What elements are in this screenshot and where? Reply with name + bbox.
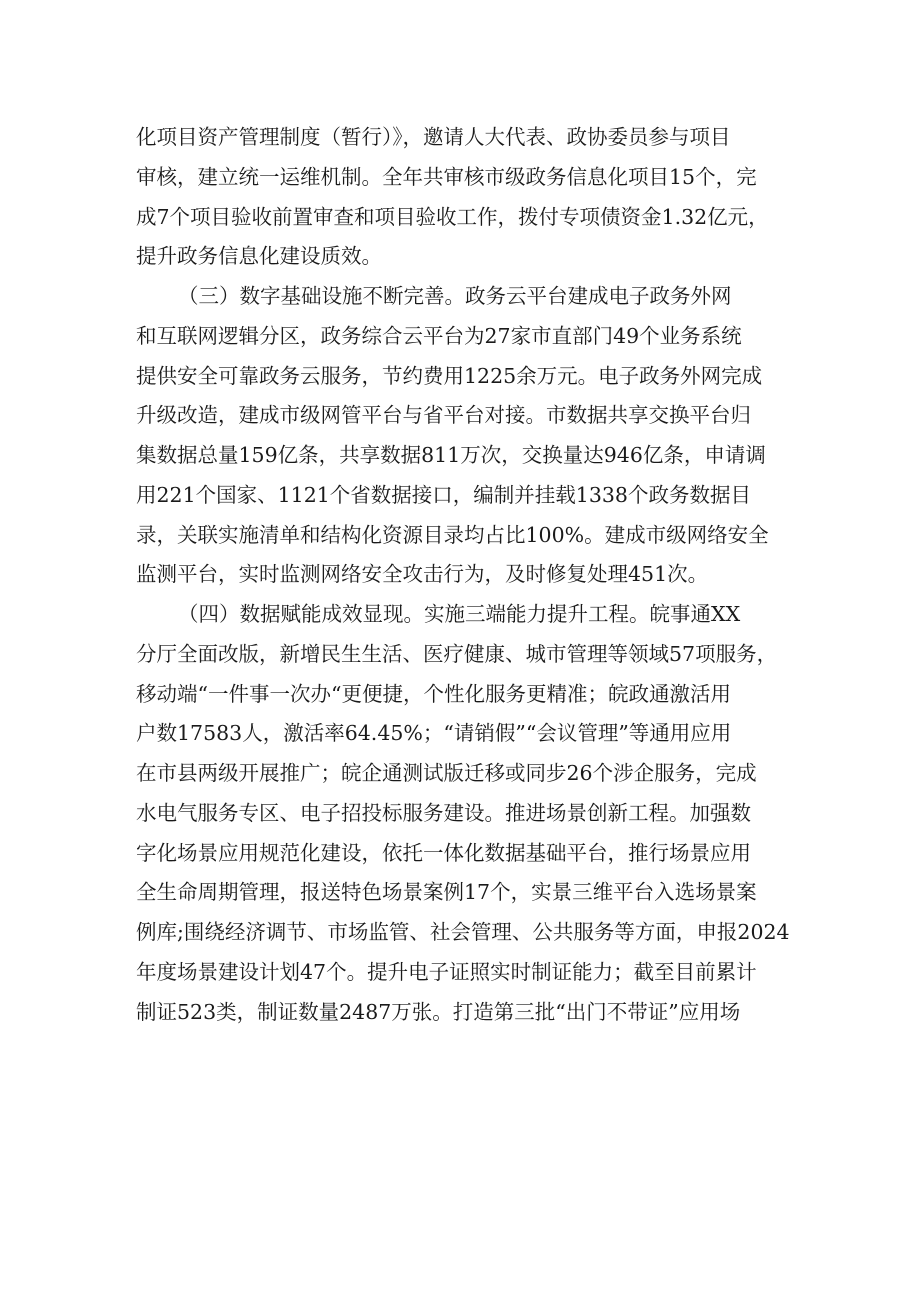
section-heading-line: （三）数字基础设施不断完善。政务云平台建成电子政务外网 <box>178 284 732 308</box>
line-text: 年度场景建设计划47个。提升电子证照实时制证能力；截至目前累计 <box>136 959 757 984</box>
text-line <box>136 198 790 238</box>
line-text: 提升政务信息化建设质效。 <box>136 244 382 269</box>
text-line <box>136 516 790 556</box>
text-line <box>136 754 790 794</box>
text-line <box>136 396 790 436</box>
text-line <box>136 317 790 357</box>
line-text: 水电气服务专区、电子招投标服务建设。推进场景创新工程。加强数 <box>136 800 751 825</box>
text-line <box>136 794 790 834</box>
text-line <box>136 675 790 715</box>
line-text: 移动端“一件事一次办“更便捷，个性化服务更精准；皖政通激活用 <box>136 681 731 706</box>
line-text: 用221个国家、1121个省数据接口，编制并挂载1338个政务数据目 <box>136 482 751 507</box>
text-line <box>136 436 790 476</box>
text-line <box>136 993 790 1033</box>
text-line <box>136 873 790 913</box>
line-text: 成7个项目验收前置审查和项目验收工作，拨付专项债资金1.32亿元， <box>136 204 769 229</box>
line-text: 制证523类，制证数量2487万张。打造第三批“出门不带证”应用场 <box>136 999 741 1024</box>
text-line <box>136 953 790 993</box>
line-text: 集数据总量159亿条，共享数据811万次，交换量达946亿条，申请调 <box>136 443 766 467</box>
line-text: 在市县两级开展推广；皖企通测试版迁移或同步26个涉企服务，完成 <box>136 761 757 785</box>
text-line <box>136 595 790 635</box>
line-text: 化项目资产管理制度（暂行）》，邀请人大代表、政协委员参与项目 <box>136 125 731 149</box>
line-text: 字化场景应用规范化建设，依托一体化数据基础平台，推行场景应用 <box>136 840 751 865</box>
text-line <box>136 913 790 953</box>
line-text: 监测平台，实时监测网络安全攻击行为，及时修复处理451次。 <box>136 562 709 587</box>
line-text: 例库;围绕经济调节、市场监管、社会管理、公共服务等方面，申报2024 <box>136 920 790 944</box>
line-text: 提供安全可靠政务云服务，节约费用1225余万元。电子政务外网完成 <box>136 363 763 388</box>
section-heading-line: （四）数据赋能成效显现。实施三端能力提升工程。皖事通XX <box>178 602 741 626</box>
text-line <box>136 158 790 198</box>
text-line <box>136 834 790 874</box>
line-text: 全生命周期管理，报送特色场景案例17个，实景三维平台入选场景案 <box>136 880 757 905</box>
text-line <box>136 237 790 277</box>
text-line <box>136 714 790 754</box>
line-text: 录，关联实施清单和结构化资源目录均占比100%。建成市级网络安全 <box>136 522 769 547</box>
text-line <box>136 635 790 675</box>
document-body <box>136 118 790 1032</box>
line-text: 户数17583人，激活率64.45%；“请销假”“会议管理”等通用应用 <box>136 721 732 746</box>
line-text: 审核，建立统一运维机制。全年共审核市级政务信息化项目15个，完 <box>136 164 757 189</box>
line-text: 分厅全面改版，新增民生生活、医疗健康、城市管理等领域57项服务， <box>136 641 778 666</box>
line-text: 和互联网逻辑分区，政务综合云平台为27家市直部门49个业务系统 <box>136 323 742 348</box>
text-line <box>136 118 790 158</box>
text-line <box>136 357 790 397</box>
text-line <box>136 476 790 516</box>
text-line <box>136 277 790 317</box>
text-line <box>136 555 790 595</box>
line-text: 升级改造，建成市级网管平台与省平台对接。市数据共享交换平台归 <box>136 403 751 428</box>
